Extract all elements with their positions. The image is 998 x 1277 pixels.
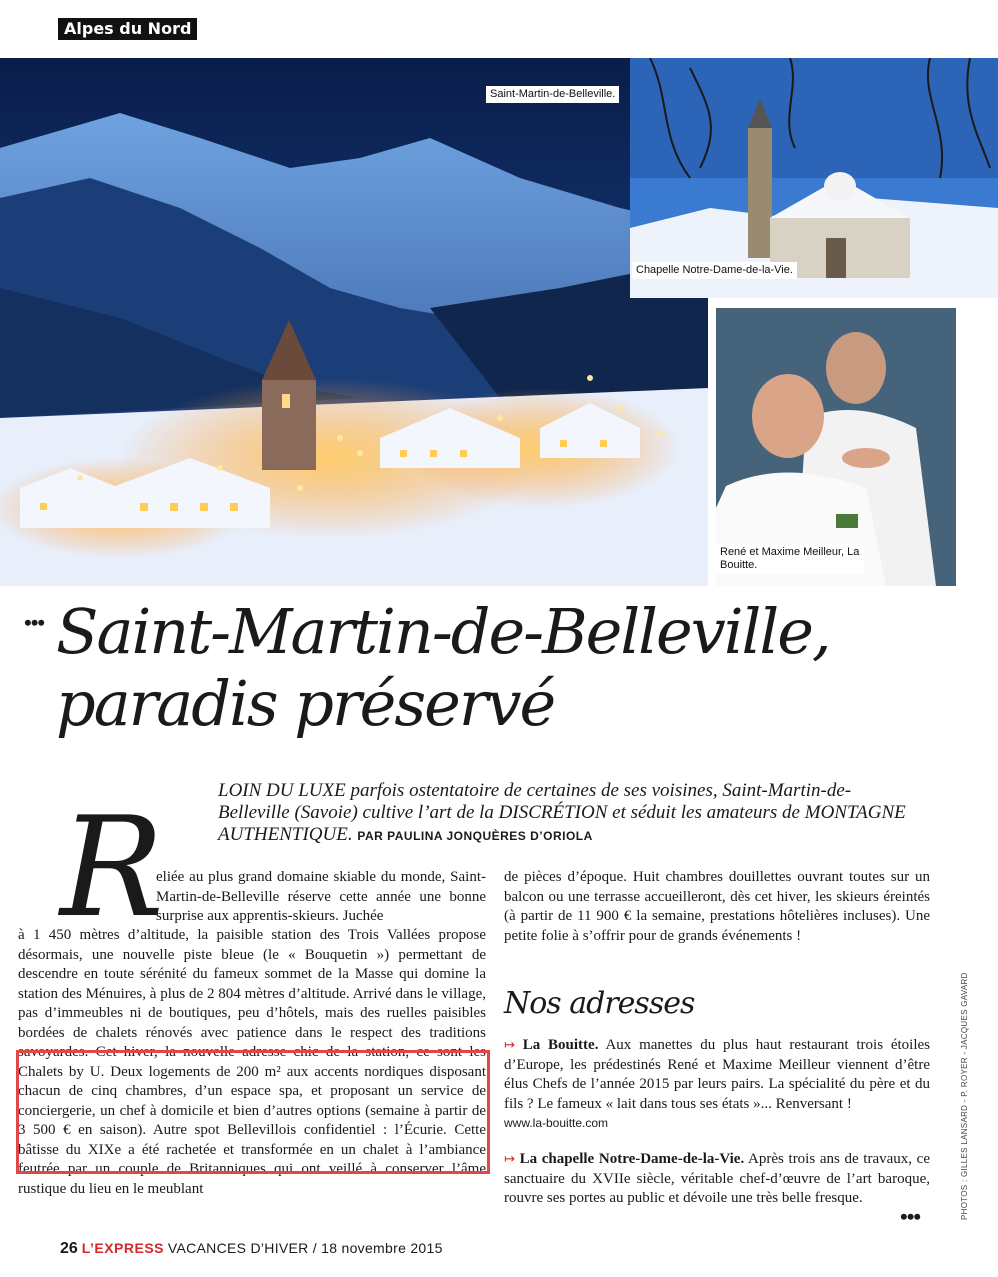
body-text-left: à 1 450 mètres d’altitude, la paisible station des Trois Vallées propose désormais, une nouvelle piste bleue (le « Bouquetin ») permettant de descendre en toute sérénité du fameux sommet de la Masse qui domine la station des Ménuires, à plus de 2 804 mètres d’altitude. Arrivé dans le village, pas d’immeubles ni de boutiques, peu d’hôtels, mais des ruelles paisibles bordées de chalets rénovés avec patience dans le respect des traditions savoyardes. Cet hiver, la nouvelle adresse chic de la station, ce sont les Chalets by U. Deux logements de 200 m² aux accents nordiques disposant chacun de cinq chambres, d’un espace spa, et proposant un service de conciergerie, un chef à domicile et bien d’autres options (semaine à partir de 3 500 € en saison). Autre spot Bellevillois confidentiel : l’Écurie. Cette bâtisse du XIXe a été rachetée et transformée en un chalet à l’ambiance feutrée par un couple de Britanniques qui ont veillé à conserver l’âme rustique du lieu en le meublant bbox=[18, 927, 486, 1197]
chapel-caption: Chapelle Notre-Dame-de-la-Vie. bbox=[632, 262, 797, 279]
lead-text: LOIN DU LUXE parfois ostentatoire de certaines de ses voisines, Saint-Martin-de-Belleville (Savoie) cultive l’art de la DISCRÉTION et séduit les amateurs de MONTAGNE AUTHENTIQUE. bbox=[218, 780, 906, 845]
page-number: 26 bbox=[60, 1240, 78, 1257]
address-item bbox=[504, 1036, 930, 1134]
page-footer bbox=[60, 1240, 443, 1258]
title-line-1: Saint-Martin-de-Belleville, bbox=[56, 595, 830, 668]
issue-info: VACANCES D’HIVER / 18 novembre 2015 bbox=[167, 1240, 443, 1256]
title-ornament: ••• bbox=[24, 610, 45, 635]
address-url[interactable]: www.la-bouitte.com bbox=[504, 1116, 609, 1130]
drop-cap: R bbox=[60, 787, 164, 948]
title-line-2: paradis préservé bbox=[56, 667, 555, 740]
address-text: Aux manettes du plus haut restaurant trois étoiles d’Europe, les prédestinés René et Maxime Meilleur viennent d’être élus Chefs de l’année 2015 par leurs pairs. La spécialité du père et du fils ? Le fameux « lait dans tous ses états »... Renversant ! bbox=[504, 1037, 931, 1112]
arrow-icon: ↦ bbox=[504, 1038, 515, 1053]
address-item bbox=[504, 1150, 930, 1209]
addresses-heading: Nos adresses bbox=[504, 986, 695, 1021]
section-tag: Alpes du Nord bbox=[58, 18, 197, 40]
article-title bbox=[56, 596, 986, 740]
end-ornament: ••• bbox=[900, 1204, 921, 1229]
village-photo bbox=[0, 58, 708, 586]
body-text-intro: eliée au plus grand domaine skiable du monde, Saint-Martin-de-Belleville réserve cette année une bonne surprise aux apprentis-skieurs. Juchée bbox=[156, 869, 486, 924]
byline: PAR PAULINA JONQUÈRES D’ORIOLA bbox=[357, 829, 593, 843]
address-name: La Bouitte. bbox=[522, 1037, 599, 1053]
address-name: La chapelle Notre-Dame-de-la-Vie. bbox=[519, 1151, 745, 1167]
magazine-brand: L’EXPRESS bbox=[81, 1240, 164, 1256]
address-text: Après trois ans de travaux, ce sanctuaire du XVIIe siècle, véritable chef-d’œuvre de l’art baroque, rouvre ses portes au public et dévoile une très belle fresque. bbox=[504, 1151, 930, 1206]
chefs-caption: René et Maxime Meilleur, La Bouitte. bbox=[716, 544, 864, 574]
photo-credits: PHOTOS : GILLES LANSARD - P. ROYER - JACQUES GAVARD bbox=[960, 972, 969, 1220]
highlight-box bbox=[16, 1050, 490, 1174]
village-caption: Saint-Martin-de-Belleville. bbox=[486, 86, 619, 103]
body-text-right: de pièces d’époque. Huit chambres douillettes ouvrant toutes sur un balcon ou une terrasse accueilleront, dès cet hiver, les skieurs éreintés (à partir de 11 900 € la semaine, prestations hôtelières incluses). Une petite folie à s’offrir pour de grands événements ! bbox=[504, 869, 930, 944]
article-lead bbox=[218, 780, 918, 847]
arrow-icon: ↦ bbox=[504, 1152, 515, 1167]
